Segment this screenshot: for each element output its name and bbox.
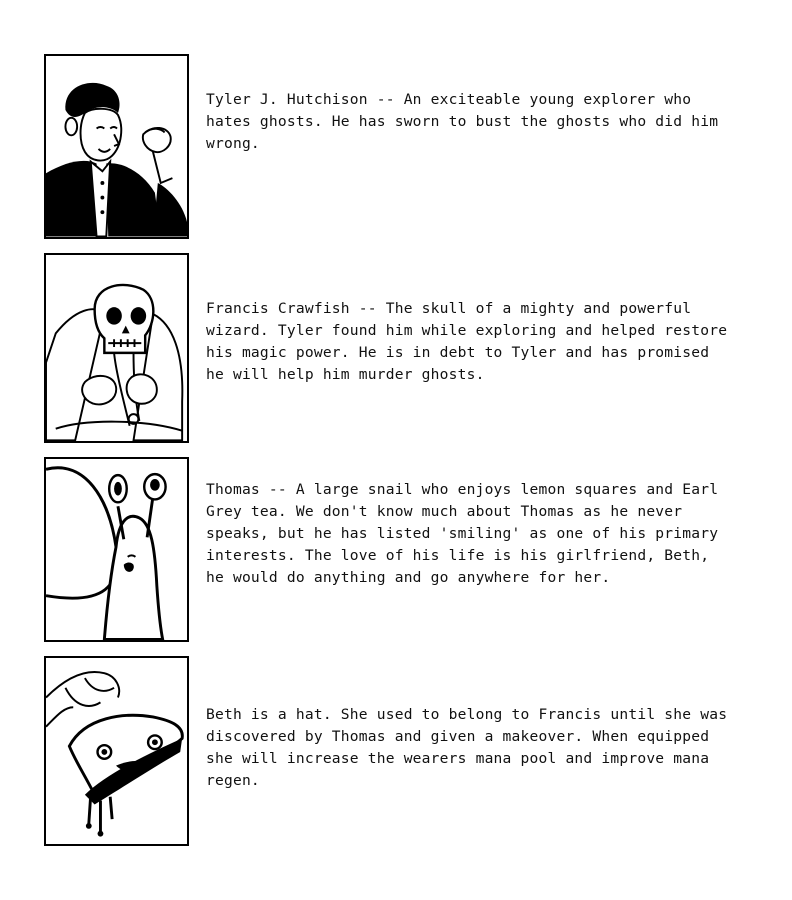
- francis-skull-portrait: [44, 253, 189, 443]
- tyler-description: Tyler J. Hutchison -- An exciteable young explorer who hates ghosts. He has sworn to bust the ghosts who did him wrong.: [206, 91, 719, 152]
- francis-description: Francis Crawfish -- The skull of a mighty and powerful wizard. Tyler found him while exploring and helped restore his magic power. He is in debt to Tyler and has promised he will help him murder ghosts.: [206, 300, 728, 383]
- tyler-portrait: [44, 54, 189, 239]
- beth-description: Beth is a hat. She used to belong to Francis until she was discovered by Thomas and given a makeover. When equipped she will increase the wearers mana pool and improve mana regen.: [206, 706, 728, 789]
- beth-illustration: [46, 658, 187, 844]
- thomas-illustration: [46, 459, 187, 640]
- tyler-illustration: [46, 56, 187, 237]
- francis-illustration: [46, 255, 187, 441]
- thomas-snail-portrait: [44, 457, 189, 642]
- beth-hat-portrait: [44, 656, 189, 846]
- thomas-description: Thomas -- A large snail who enjoys lemon squares and Earl Grey tea. We don't know much about Thomas as he never speaks, but he has listed 'smiling' as one of his primary interests. The love of his life is his girlfriend, Beth, he would do anything and go anywhere for her.: [206, 481, 719, 586]
